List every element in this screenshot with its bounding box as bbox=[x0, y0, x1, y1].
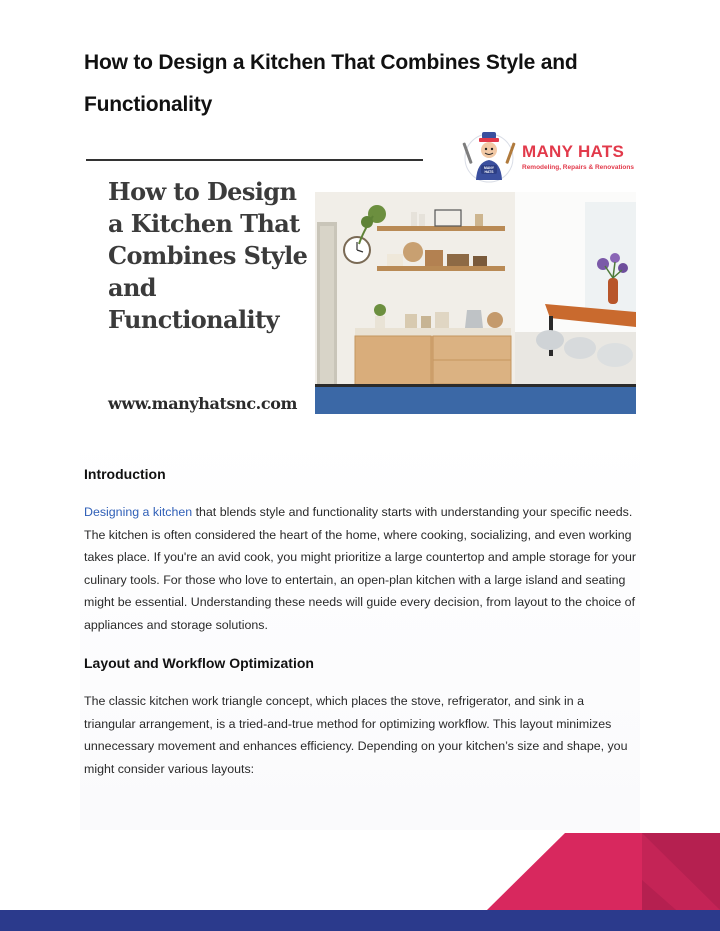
kitchen-photo bbox=[315, 192, 636, 414]
designing-a-kitchen-link[interactable]: Designing a kitchen bbox=[84, 505, 193, 519]
page-title-line-1: How to Design a Kitchen That Combines Style and bbox=[84, 51, 578, 74]
many-hats-logo bbox=[460, 126, 636, 186]
banner-website-url: www.manyhatsnc.com bbox=[108, 394, 297, 413]
logo-tagline: Remodeling, Repairs & Renovations bbox=[522, 164, 634, 171]
page-title-line-2: Functionality bbox=[84, 93, 213, 116]
layout-paragraph: The classic kitchen work triangle concept, which places the stove, refrigerator, and sink in a triangular arrangement, is a tried-and-true method for optimizing workflow. This layout minimizes unnecessary movement and enhances efficiency. Depending on your kitchen’s size and shape, you might consider various layouts: bbox=[84, 694, 628, 776]
introduction-paragraph bbox=[84, 501, 636, 637]
banner-blue-bar bbox=[315, 387, 636, 414]
mascot-icon bbox=[460, 128, 518, 184]
kitchen-illustration bbox=[315, 192, 636, 414]
svg-text:MANY: MANY bbox=[484, 166, 494, 171]
banner-divider bbox=[86, 159, 423, 161]
page-title bbox=[84, 42, 644, 126]
banner-heading: How to Design a Kitchen That Combines Style and Functionality bbox=[108, 177, 308, 334]
introduction-heading: Introduction bbox=[84, 466, 166, 482]
svg-text:HATS: HATS bbox=[484, 170, 494, 174]
logo-brand-name: MANY HATS bbox=[522, 142, 625, 161]
introduction-body-text: that blends style and functionality starts with understanding your specific needs. The kitchen is often considered the heart of the home, where cooking, socializing, and even working takes place. If you're an avid cook, you might prioritize a large countertop and ample storage for your culinary tools. For those who love to entertain, an open-plan kitchen with a large island and seating might be essential. Understanding these needs will guide every decision, from layout to the choice of appliances and storage solutions. bbox=[84, 505, 636, 632]
layout-workflow-heading: Layout and Workflow Optimization bbox=[84, 655, 314, 671]
hero-banner-image bbox=[84, 124, 636, 416]
